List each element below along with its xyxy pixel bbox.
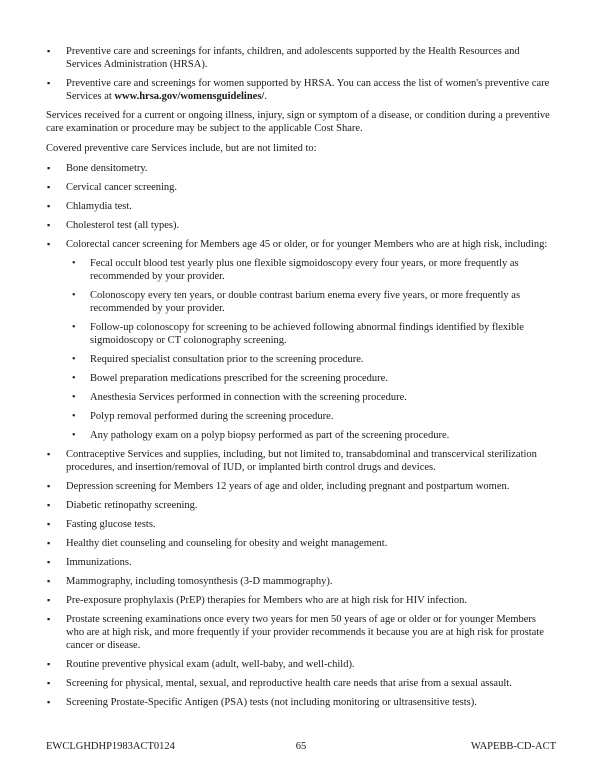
list-item [46, 556, 556, 569]
list-item [46, 480, 556, 493]
bullet-square-icon: ▪ [47, 678, 51, 688]
list-item-text: Mammography, including tomosynthesis (3-D mammography). [66, 576, 333, 587]
list-item-text: Routine preventive physical exam (adult, well-baby, and well-child). [66, 659, 355, 670]
list-item-end: . [264, 91, 267, 102]
bullet-dot-icon: • [72, 258, 76, 269]
sublist-item-text: Any pathology exam on a polyp biopsy performed as part of the screening procedure. [90, 430, 450, 441]
sublist-item-text: Polyp removal performed during the screening procedure. [90, 411, 334, 422]
bullet-square-icon: ▪ [47, 239, 51, 249]
sublist-item-text: Fecal occult blood test yearly plus one flexible sigmoidoscopy every four years, or more frequently as recommended by your provider. [90, 258, 519, 282]
sublist-item-text: Bowel preparation medications prescribed for the screening procedure. [90, 373, 388, 384]
list-item-text: Cervical cancer screening. [66, 182, 178, 193]
list-item-text: Depression screening for Members 12 years of age and older, including pregnant and postpartum women. [66, 481, 510, 492]
sublist-item [66, 257, 556, 283]
list-item-text: Healthy diet counseling and counseling for obesity and weight management. [66, 538, 388, 549]
list-item [46, 219, 556, 232]
sublist-item [66, 289, 556, 315]
bullet-square-icon: ▪ [47, 595, 51, 605]
list-item [46, 181, 556, 194]
list-item-text: Prostate screening examinations once every two years for men 50 years of age or older or for younger Members who are at high risk, and more frequently if your provider recommends it because you are at high risk for prostate cancer or disease. [66, 614, 544, 651]
list-item [46, 537, 556, 550]
cost-share-paragraph: Services received for a current or ongoing illness, injury, sign or symptom of a disease, or condition during a preventive care examination or procedure may be subject to the applicable Cost Share. [46, 110, 550, 134]
sublist-item [66, 353, 556, 366]
bullet-dot-icon: • [72, 373, 76, 384]
list-item [46, 677, 556, 690]
list-item [46, 162, 556, 175]
bullet-dot-icon: • [72, 290, 76, 301]
bullet-square-icon: ▪ [47, 500, 51, 510]
bullet-dot-icon: • [72, 430, 76, 441]
sublist-item [66, 410, 556, 423]
sublist-item-text: Required specialist consultation prior to the screening procedure. [90, 354, 364, 365]
list-item [46, 518, 556, 531]
bullet-square-icon: ▪ [47, 557, 51, 567]
list-item-text: Screening for physical, mental, sexual, and reproductive health care needs that arise from a sexual assault. [66, 678, 512, 689]
list-item [46, 45, 556, 71]
list-item [46, 448, 556, 474]
sublist-item [66, 321, 556, 347]
sublist-item [66, 429, 556, 442]
sublist-item [66, 391, 556, 404]
list-item [46, 696, 556, 709]
list-item-text: Immunizations. [66, 557, 132, 568]
bullet-square-icon: ▪ [47, 576, 51, 586]
colorectal-sublist [66, 257, 556, 442]
bullet-dot-icon: • [72, 411, 76, 422]
bullet-square-icon: ▪ [47, 659, 51, 669]
list-item-text: Fasting glucose tests. [66, 519, 156, 530]
list-item [46, 613, 556, 652]
list-item [46, 658, 556, 671]
list-item-text: Cholesterol test (all types). [66, 220, 180, 231]
list-item-text: Chlamydia test. [66, 201, 132, 212]
covered-services-list [46, 162, 556, 709]
bullet-square-icon: ▪ [47, 481, 51, 491]
footer-document-code: EWCLGHDHP1983ACT0124 [46, 741, 175, 752]
list-item-text: Bone densitometry. [66, 163, 148, 174]
sublist-item-text: Follow-up colonoscopy for screening to be achieved following abnormal findings identified by flexible sigmoidoscopy or CT colonography screening. [90, 322, 524, 346]
bullet-square-icon: ▪ [47, 182, 51, 192]
footer-page-number: 65 [295, 741, 307, 752]
sublist-item-text: Anesthesia Services performed in connection with the screening procedure. [90, 392, 407, 403]
bullet-square-icon: ▪ [47, 614, 51, 624]
list-item-text: Pre-exposure prophylaxis (PrEP) therapies for Members who are at high risk for HIV infection. [66, 595, 468, 606]
sublist-item-text: Colonoscopy every ten years, or double contrast barium enema every five years, or more frequently as recommended by your provider. [90, 290, 521, 314]
list-item-text: Preventive care and screenings for women supported by HRSA. You can access the list of women's preventive care Services at [66, 78, 550, 102]
page-content [46, 45, 556, 715]
list-item [46, 594, 556, 607]
page-footer [46, 741, 556, 755]
bullet-dot-icon: • [72, 322, 76, 333]
top-bullet-list [46, 45, 556, 103]
bullet-square-icon: ▪ [47, 697, 51, 707]
bullet-square-icon: ▪ [47, 163, 51, 173]
list-item-womens-guidelines [46, 77, 556, 103]
bullet-square-icon: ▪ [47, 201, 51, 211]
list-item [46, 200, 556, 213]
list-item [46, 575, 556, 588]
bullet-dot-icon: • [72, 354, 76, 365]
bullet-square-icon: ▪ [47, 78, 51, 88]
bullet-square-icon: ▪ [47, 220, 51, 230]
footer-form-code: WAPEBB-CD-ACT [470, 741, 556, 752]
covered-services-paragraph: Covered preventive care Services include, but are not limited to: [46, 143, 317, 154]
list-item-colorectal [46, 238, 556, 442]
bullet-square-icon: ▪ [47, 46, 51, 56]
sublist-item [66, 372, 556, 385]
bullet-square-icon: ▪ [47, 519, 51, 529]
bullet-square-icon: ▪ [47, 538, 51, 548]
list-item-text: Contraceptive Services and supplies, including, but not limited to, transabdominal and transcervical sterilization procedures, and insertion/removal of IUD, or implanted birth control drugs and devices. [66, 449, 537, 473]
list-item-text: Screening Prostate-Specific Antigen (PSA) tests (not including monitoring or ultrasensitive tests). [66, 697, 477, 708]
list-item-text: Preventive care and screenings for infants, children, and adolescents supported by the Health Resources and Services Administration (HRSA). [66, 46, 520, 70]
list-item [46, 499, 556, 512]
list-item-text: Diabetic retinopathy screening. [66, 500, 198, 511]
bullet-dot-icon: • [72, 392, 76, 403]
list-item-text: Colorectal cancer screening for Members age 45 or older, or for younger Members who are at high risk, including: [66, 239, 548, 250]
womens-guidelines-link[interactable]: www.hrsa.gov/womensguidelines/ [114, 91, 265, 102]
bullet-square-icon: ▪ [47, 449, 51, 459]
